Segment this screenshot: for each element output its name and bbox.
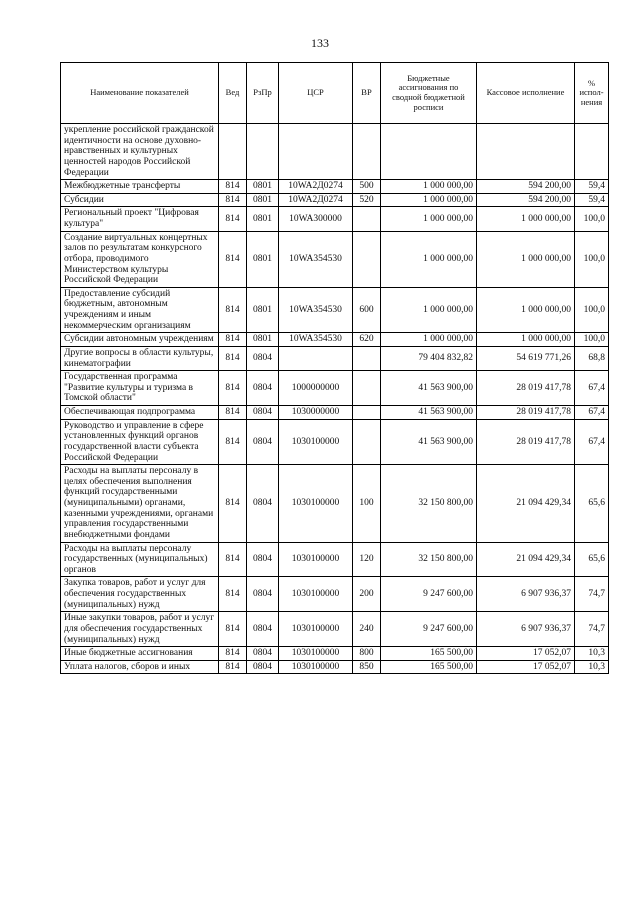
cell-budget: 79 404 832,82 <box>381 346 477 370</box>
cell-vr: 600 <box>353 287 381 333</box>
cell-ved: 814 <box>219 542 247 577</box>
cell-name: Межбюджетные трансферты <box>61 180 219 194</box>
cell-cash: 1 000 000,00 <box>477 207 575 231</box>
cell-vr: 850 <box>353 660 381 674</box>
cell-csr: 10WA354530 <box>279 231 353 287</box>
cell-budget: 32 150 800,00 <box>381 465 477 542</box>
table-row <box>61 419 609 465</box>
cell-ved: 814 <box>219 193 247 207</box>
cell-csr <box>279 346 353 370</box>
cell-ved: 814 <box>219 231 247 287</box>
cell-budget: 41 563 900,00 <box>381 419 477 465</box>
cell-cash: 1 000 000,00 <box>477 287 575 333</box>
cell-vr: 100 <box>353 465 381 542</box>
cell-ved: 814 <box>219 371 247 406</box>
cell-csr <box>279 124 353 180</box>
cell-rzpr: 0801 <box>247 193 279 207</box>
cell-percent: 65,6 <box>575 465 609 542</box>
cell-name: Иные закупки товаров, работ и услуг для обеспечения государственных (муниципальных) нужд <box>61 612 219 647</box>
cell-rzpr: 0801 <box>247 231 279 287</box>
cell-name: Расходы на выплаты персоналу государственных (муниципальных) органов <box>61 542 219 577</box>
cell-ved: 814 <box>219 346 247 370</box>
cell-cash: 6 907 936,37 <box>477 612 575 647</box>
cell-percent: 59,4 <box>575 180 609 194</box>
table-row <box>61 660 609 674</box>
cell-ved: 814 <box>219 207 247 231</box>
table-row <box>61 612 609 647</box>
cell-rzpr: 0804 <box>247 371 279 406</box>
table-row <box>61 406 609 420</box>
cell-percent: 10,3 <box>575 660 609 674</box>
cell-name: Расходы на выплаты персоналу в целях обеспечения выполнения функций государственными (муниципальными) органами, казенными учреждениями, органами управления государственными внебюджетными фондами <box>61 465 219 542</box>
cell-ved: 814 <box>219 577 247 612</box>
table-row <box>61 287 609 333</box>
cell-ved: 814 <box>219 333 247 347</box>
cell-rzpr: 0804 <box>247 419 279 465</box>
header-name: Наименование показателей <box>61 63 219 124</box>
cell-ved: 814 <box>219 419 247 465</box>
header-rzpr: РзПр <box>247 63 279 124</box>
cell-rzpr <box>247 124 279 180</box>
cell-budget: 41 563 900,00 <box>381 371 477 406</box>
cell-csr: 1030100000 <box>279 577 353 612</box>
cell-name: Предоставление субсидий бюджетным, автономным учреждениям и иным некоммерческим организациям <box>61 287 219 333</box>
cell-name: Государственная программа "Развитие культуры и туризма в Томской области" <box>61 371 219 406</box>
cell-rzpr: 0801 <box>247 287 279 333</box>
header-csr: ЦСР <box>279 63 353 124</box>
cell-budget: 1 000 000,00 <box>381 193 477 207</box>
cell-rzpr: 0804 <box>247 660 279 674</box>
table-row <box>61 371 609 406</box>
cell-name: Региональный проект "Цифровая культура" <box>61 207 219 231</box>
cell-rzpr: 0801 <box>247 333 279 347</box>
cell-csr: 1000000000 <box>279 371 353 406</box>
table-body <box>61 124 609 674</box>
cell-rzpr: 0804 <box>247 346 279 370</box>
table-row <box>61 577 609 612</box>
cell-rzpr: 0804 <box>247 542 279 577</box>
cell-vr: 200 <box>353 577 381 612</box>
page-number: 133 <box>311 36 329 50</box>
cell-csr: 10WA2Д0274 <box>279 193 353 207</box>
cell-rzpr: 0801 <box>247 180 279 194</box>
cell-vr <box>353 231 381 287</box>
cell-vr <box>353 419 381 465</box>
table-header-row <box>61 63 609 124</box>
cell-percent: 74,7 <box>575 577 609 612</box>
cell-csr: 1030100000 <box>279 612 353 647</box>
header-budget: Бюджетные ассигнования по сводной бюджетной росписи <box>381 63 477 124</box>
cell-cash <box>477 124 575 180</box>
cell-rzpr: 0804 <box>247 577 279 612</box>
cell-cash: 1 000 000,00 <box>477 333 575 347</box>
cell-percent: 67,4 <box>575 419 609 465</box>
table-row <box>61 193 609 207</box>
table-row <box>61 333 609 347</box>
cell-name: Субсидии автономным учреждениям <box>61 333 219 347</box>
cell-rzpr: 0804 <box>247 647 279 661</box>
cell-name: Руководство и управление в сфере установленных функций органов государственной власти субъекта Российской Федерации <box>61 419 219 465</box>
table-row <box>61 647 609 661</box>
cell-cash: 21 094 429,34 <box>477 465 575 542</box>
table-row <box>61 542 609 577</box>
cell-name: Иные бюджетные ассигнования <box>61 647 219 661</box>
cell-name: Уплата налогов, сборов и иных <box>61 660 219 674</box>
cell-vr: 240 <box>353 612 381 647</box>
cell-cash: 28 019 417,78 <box>477 406 575 420</box>
cell-csr: 1030100000 <box>279 542 353 577</box>
cell-budget: 1 000 000,00 <box>381 207 477 231</box>
cell-vr: 800 <box>353 647 381 661</box>
cell-rzpr: 0801 <box>247 207 279 231</box>
cell-ved: 814 <box>219 647 247 661</box>
cell-name: Другие вопросы в области культуры, кинематографии <box>61 346 219 370</box>
cell-vr <box>353 371 381 406</box>
cell-ved: 814 <box>219 660 247 674</box>
header-vr: ВР <box>353 63 381 124</box>
cell-csr: 10WA354530 <box>279 287 353 333</box>
cell-vr <box>353 207 381 231</box>
cell-cash: 594 200,00 <box>477 193 575 207</box>
cell-csr: 1030100000 <box>279 647 353 661</box>
cell-percent: 74,7 <box>575 612 609 647</box>
cell-csr: 1030100000 <box>279 419 353 465</box>
cell-budget <box>381 124 477 180</box>
cell-rzpr: 0804 <box>247 406 279 420</box>
cell-budget: 41 563 900,00 <box>381 406 477 420</box>
cell-percent <box>575 124 609 180</box>
cell-budget: 165 500,00 <box>381 660 477 674</box>
header-ved: Вед <box>219 63 247 124</box>
cell-cash: 17 052,07 <box>477 660 575 674</box>
cell-csr: 1030100000 <box>279 660 353 674</box>
cell-name: Обеспечивающая подпрограмма <box>61 406 219 420</box>
header-percent: % испол- нения <box>575 63 609 124</box>
cell-ved: 814 <box>219 180 247 194</box>
cell-percent: 67,4 <box>575 371 609 406</box>
cell-cash: 28 019 417,78 <box>477 419 575 465</box>
cell-rzpr: 0804 <box>247 612 279 647</box>
cell-cash: 6 907 936,37 <box>477 577 575 612</box>
table-row <box>61 124 609 180</box>
cell-cash: 28 019 417,78 <box>477 371 575 406</box>
cell-rzpr: 0804 <box>247 465 279 542</box>
cell-percent: 68,8 <box>575 346 609 370</box>
cell-vr: 120 <box>353 542 381 577</box>
cell-vr <box>353 124 381 180</box>
cell-csr: 10WA354530 <box>279 333 353 347</box>
budget-table <box>60 62 609 674</box>
cell-vr: 520 <box>353 193 381 207</box>
cell-percent: 59,4 <box>575 193 609 207</box>
cell-vr: 620 <box>353 333 381 347</box>
cell-ved: 814 <box>219 465 247 542</box>
cell-ved <box>219 124 247 180</box>
cell-csr: 10WA2Д0274 <box>279 180 353 194</box>
cell-cash: 594 200,00 <box>477 180 575 194</box>
cell-budget: 9 247 600,00 <box>381 577 477 612</box>
cell-csr: 1030100000 <box>279 465 353 542</box>
cell-ved: 814 <box>219 612 247 647</box>
cell-percent: 10,3 <box>575 647 609 661</box>
cell-percent: 67,4 <box>575 406 609 420</box>
cell-budget: 1 000 000,00 <box>381 231 477 287</box>
table-row <box>61 346 609 370</box>
header-cash: Кассовое исполнение <box>477 63 575 124</box>
cell-vr <box>353 346 381 370</box>
cell-ved: 814 <box>219 287 247 333</box>
table-row <box>61 207 609 231</box>
cell-budget: 165 500,00 <box>381 647 477 661</box>
table-row <box>61 180 609 194</box>
cell-name: Создание виртуальных концертных залов по результатам конкурсного отбора, проводимого Министерством культуры Российской Федерации <box>61 231 219 287</box>
cell-budget: 1 000 000,00 <box>381 180 477 194</box>
cell-cash: 17 052,07 <box>477 647 575 661</box>
cell-name: Закупка товаров, работ и услуг для обеспечения государственных (муниципальных) нужд <box>61 577 219 612</box>
cell-budget: 32 150 800,00 <box>381 542 477 577</box>
cell-cash: 1 000 000,00 <box>477 231 575 287</box>
cell-vr <box>353 406 381 420</box>
cell-percent: 100,0 <box>575 333 609 347</box>
cell-ved: 814 <box>219 406 247 420</box>
table-row <box>61 231 609 287</box>
cell-name: Субсидии <box>61 193 219 207</box>
cell-cash: 54 619 771,26 <box>477 346 575 370</box>
cell-percent: 100,0 <box>575 287 609 333</box>
cell-name: укрепление российской гражданской идентичности на основе духовно-нравственных и культурных ценностей народов Российской Федерации <box>61 124 219 180</box>
cell-csr: 10WA300000 <box>279 207 353 231</box>
cell-percent: 100,0 <box>575 231 609 287</box>
cell-percent: 100,0 <box>575 207 609 231</box>
cell-budget: 9 247 600,00 <box>381 612 477 647</box>
cell-percent: 65,6 <box>575 542 609 577</box>
cell-vr: 500 <box>353 180 381 194</box>
table-row <box>61 465 609 542</box>
cell-budget: 1 000 000,00 <box>381 333 477 347</box>
cell-budget: 1 000 000,00 <box>381 287 477 333</box>
cell-cash: 21 094 429,34 <box>477 542 575 577</box>
cell-csr: 1030000000 <box>279 406 353 420</box>
